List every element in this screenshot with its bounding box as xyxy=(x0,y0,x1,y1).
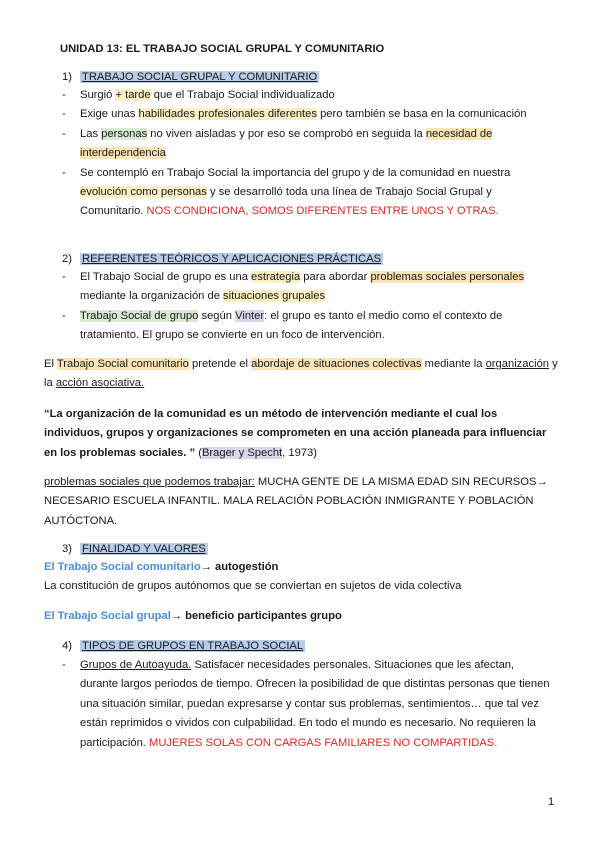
page-title: UNIDAD 13: EL TRABAJO SOCIAL GRUPAL Y COMUNITARIO xyxy=(60,43,385,55)
page-number: 1 xyxy=(548,796,555,808)
section-2-number: 2) xyxy=(62,253,72,265)
list-item: - Exige unas habilidades profesionales diferentes pero también se basa en la comunicación xyxy=(62,108,527,121)
section-1-number: 1) xyxy=(62,71,72,83)
section-3-heading xyxy=(62,541,208,557)
list-item: - Grupos de Autoayuda. Satisfacer necesidades personales. Situaciones que les afectan, durante largos periodos de tiempo. Ofrecen la posibilidad de que distintas personas que tienen una situación similar, puedan expresarse y contar sus problemas, sentimientos… que tal vez están reprimidos o vividos con culpabilidad. En todo el mundo es necesario. No requieren la participación. MUJERES SOLAS CON CARGAS FAMILIARES NO COMPARTIDAS. xyxy=(62,659,550,749)
community-goal-line: El Trabajo Social comunitario→ autogestión xyxy=(44,561,279,573)
community-goal-description: La constitución de grupos autónomos que se conviertan en sujetos de vida colectiva xyxy=(44,580,462,592)
section-4-title: TIPOS DE GRUPOS EN TRABAJO SOCIAL xyxy=(82,640,304,652)
list-item: - Se contempló en Trabajo Social la importancia del grupo y de la comunidad en nuestra evolución como personas y se desarrolló toda una línea de Trabajo Social Grupal y Comunitario. NOS CONDICIONA, SOMOS DIFERENTES ENTRE UNOS Y OTRAS. xyxy=(62,166,511,218)
section-1-title: TRABAJO SOCIAL GRUPAL Y COMUNITARIO xyxy=(82,71,318,83)
group-goal-line: El Trabajo Social grupal→ beneficio participantes grupo xyxy=(44,610,342,622)
list-item: - El Trabajo Social de grupo es una estrategia para abordar problemas sociales personales mediante la organización de situaciones grupales xyxy=(62,271,525,303)
section-4-number: 4) xyxy=(62,640,72,652)
list-item: - Surgió + tarde que el Trabajo Social individualizado xyxy=(62,89,335,101)
quote-block: “La organización de la comunidad es un método de intervención mediante el cual los individuos, grupos y organizaciones se comprometen en una acción planeada para influenciar en los problemas sociales. ” (Brager y Specht, 1973) xyxy=(44,408,547,459)
community-paragraph: El Trabajo Social comunitario pretende el abordaje de situaciones colectivas mediante la organización y la acción asociativa. xyxy=(44,358,558,390)
section-4-heading xyxy=(62,638,305,654)
section-4-list xyxy=(62,656,552,753)
list-item: - Las personas no viven aisladas y por eso se comprobó en seguida la necesidad de interdependencia xyxy=(62,127,493,160)
section-2-title: REFERENTES TEÓRICOS Y APLICACIONES PRÁCTICAS xyxy=(82,253,382,265)
section-2-list xyxy=(62,268,552,346)
quote-citation: Brager y Specht xyxy=(201,446,283,459)
section-3-title: FINALIDAD Y VALORES xyxy=(82,543,206,555)
section-3-number: 3) xyxy=(62,543,72,555)
list-item: - Trabajo Social de grupo según Vinter: el grupo es tanto el medio como el contexto de tratamiento. El grupo se convierte en un foco de intervención. xyxy=(62,309,503,342)
section-1-list xyxy=(62,86,552,222)
problems-paragraph: problemas sociales que podemos trabajar: MUCHA GENTE DE LA MISMA EDAD SIN RECURSOS→ NECESARIO ESCUELA INFANTIL. MALA RELACIÓN POBLACIÓN INMIGRANTE Y POBLACIÓN AUTÓCTONA. xyxy=(44,476,548,527)
section-1-heading xyxy=(62,69,319,85)
section-2-heading xyxy=(62,251,383,267)
